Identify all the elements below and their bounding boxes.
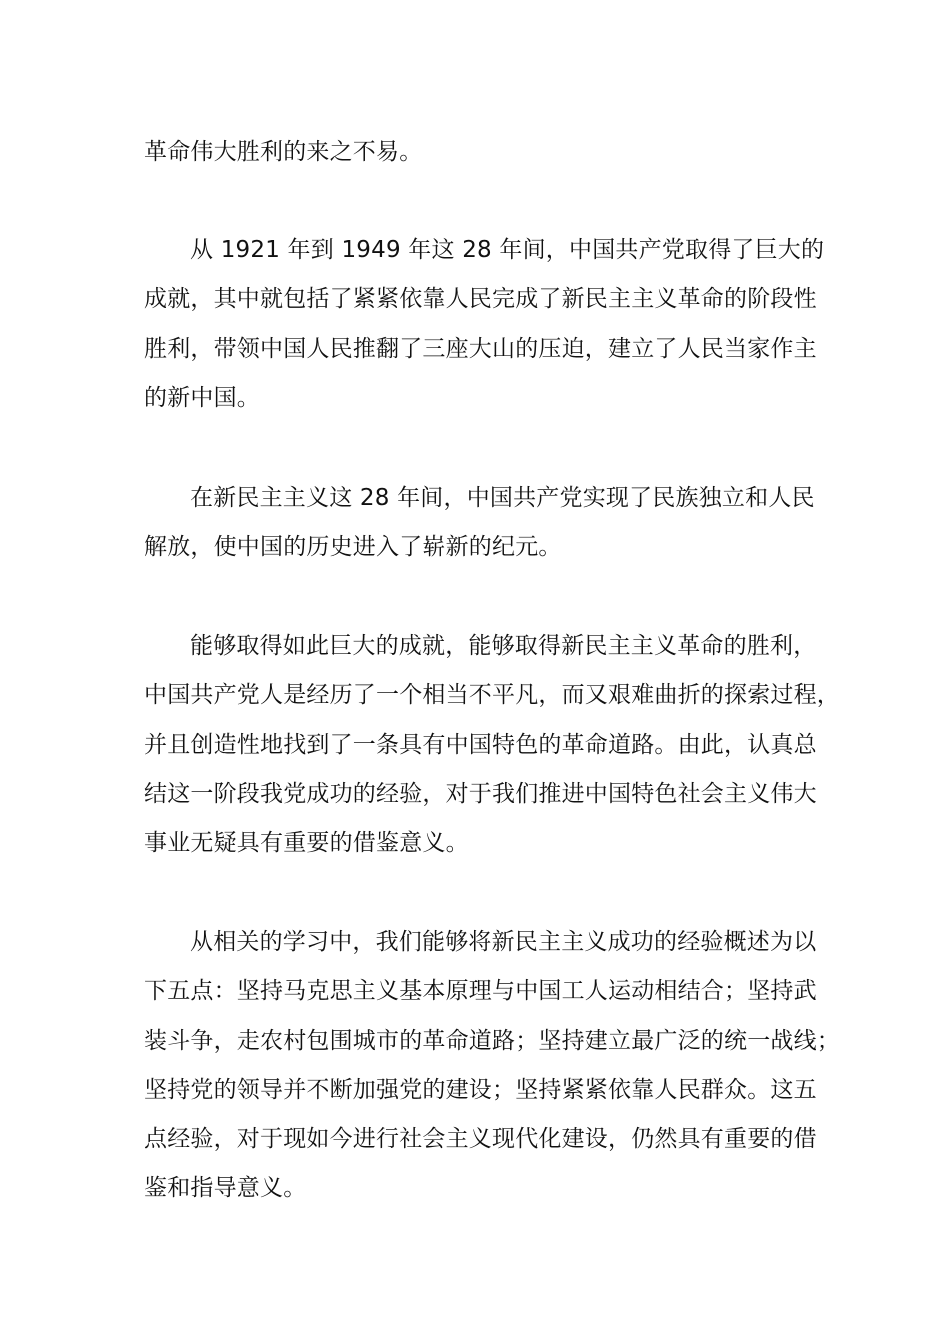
paragraph-achievements	[144, 226, 834, 423]
text-line: 坚持党的领导并不断加强党的建设；坚持紧紧依靠人民群众。这五	[144, 1076, 817, 1103]
text-line: 解放，使中国的历史进入了崭新的纪元。	[144, 534, 562, 561]
text-line: 从 1921 年到 1949 年这 28 年间，中国共产党取得了巨大的	[190, 237, 825, 263]
text-line: 中国共产党人是经历了一个相当不平凡，而又艰难曲折的探索过程，	[144, 682, 840, 709]
text-line: 鉴和指导意义。	[144, 1175, 307, 1202]
text-line: 成就，其中就包括了紧紧依靠人民完成了新民主主义革命的阶段性	[144, 286, 817, 313]
text-line: 胜利，带领中国人民推翻了三座大山的压迫，建立了人民当家作主	[144, 335, 817, 362]
text-line: 并且创造性地找到了一条具有中国特色的革命道路。由此，认真总	[144, 731, 817, 758]
text-line: 下五点：坚持马克思主义基本原理与中国工人运动相结合；坚持武	[144, 978, 817, 1005]
text-line: 从相关的学习中，我们能够将新民主主义成功的经验概述为以	[190, 929, 817, 955]
text-line: 装斗争，走农村包围城市的革命道路；坚持建立最广泛的统一战线；	[144, 1027, 840, 1054]
text-line: 革命伟大胜利的来之不易。	[144, 139, 423, 165]
text-line: 能够取得如此巨大的成就，能够取得新民主主义革命的胜利，	[190, 633, 817, 659]
text-line: 点经验，对于现如今进行社会主义现代化建设，仍然具有重要的借	[144, 1126, 817, 1153]
text-line: 事业无疑具有重要的借鉴意义。	[144, 830, 469, 857]
paragraph-exploration	[144, 622, 840, 868]
paragraph-five-experiences	[144, 918, 840, 1214]
text-line: 在新民主主义这 28 年间，中国共产党实现了民族独立和人民	[190, 485, 815, 511]
paragraph-independence	[144, 474, 834, 573]
text-line: 结这一阶段我党成功的经验，对于我们推进中国特色社会主义伟大	[144, 780, 817, 807]
text-line: 的新中国。	[144, 384, 260, 411]
paragraph-continuation	[144, 128, 834, 177]
